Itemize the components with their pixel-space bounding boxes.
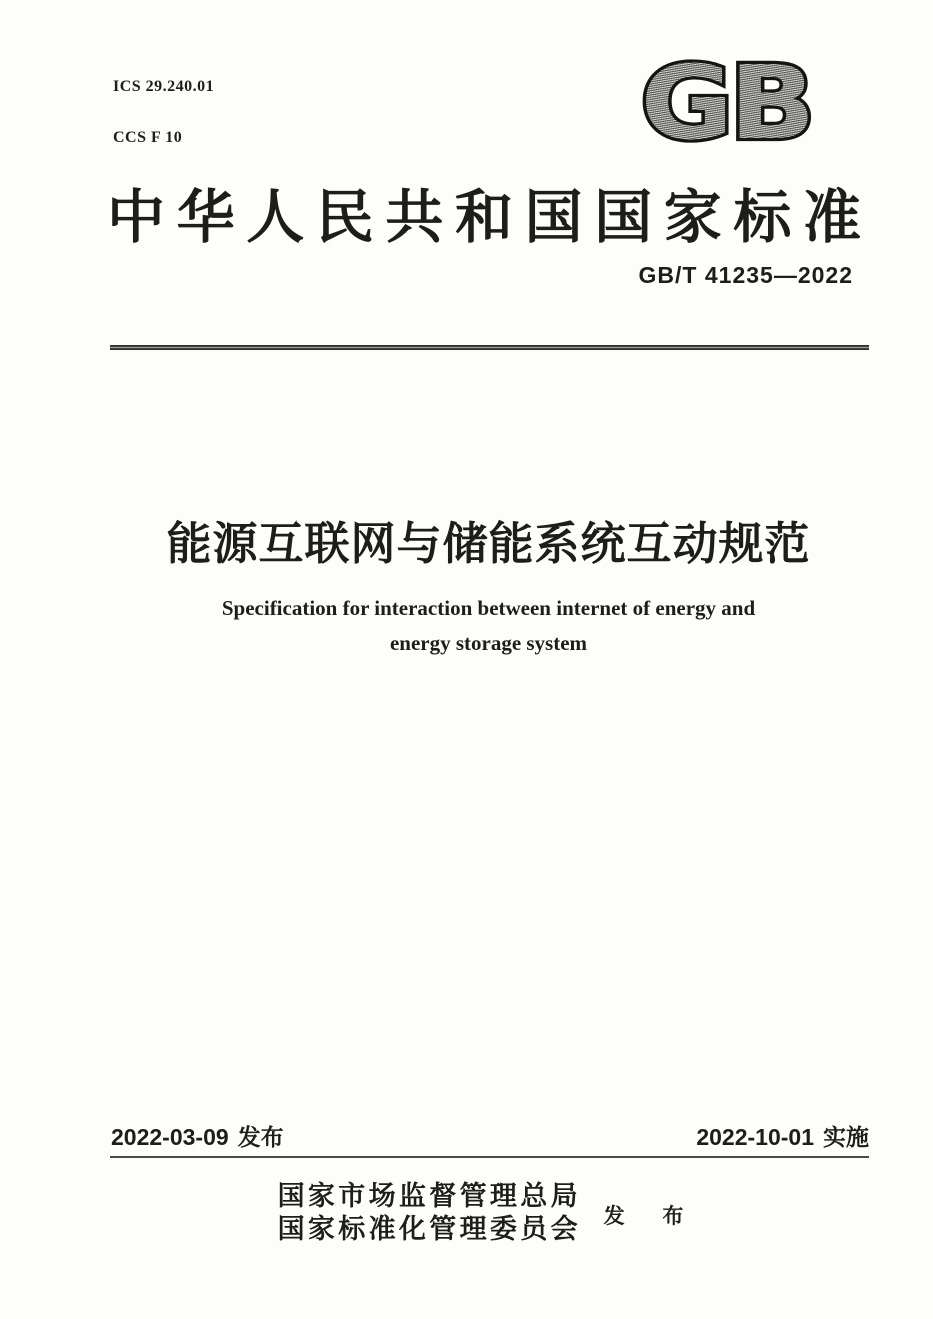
issuer-names	[278, 1180, 578, 1246]
issuer-block	[110, 1180, 867, 1246]
gb-logo	[635, 54, 817, 149]
standard-code: GB/T 41235—2022	[638, 262, 853, 288]
issuer-name-2: 国家标准化管理委员会	[277, 1214, 578, 1244]
publish-label: 发 布	[603, 1205, 700, 1228]
ccs-code: CCS F 10	[113, 129, 183, 146]
document-title-en	[110, 591, 867, 661]
document-title-en-line2: energy storage system	[389, 631, 588, 655]
national-standard-heading: 中华人民共和国国家标准	[107, 185, 861, 250]
issuer-name-1: 国家市场监督管理总局	[277, 1181, 578, 1211]
header-rule	[110, 345, 869, 350]
issue-date: 2022-03-09	[111, 1124, 229, 1150]
document-title-zh: 能源互联网与储能系统互动规范	[166, 518, 811, 569]
dates-row	[111, 1119, 869, 1152]
gb-logo-text: GB	[640, 54, 812, 149]
classification-codes	[113, 44, 214, 180]
issue-date-group	[111, 1119, 284, 1152]
implementation-date-label: 实施	[823, 1124, 869, 1150]
issue-date-label: 发布	[237, 1124, 284, 1150]
document-title-en-line1: Specification for interaction between internet of energy and	[221, 596, 756, 620]
ics-code: ICS 29.240.01	[113, 78, 215, 95]
implementation-date: 2022-10-01	[696, 1124, 814, 1150]
footer-rule	[110, 1156, 869, 1158]
implementation-date-group	[696, 1119, 869, 1152]
